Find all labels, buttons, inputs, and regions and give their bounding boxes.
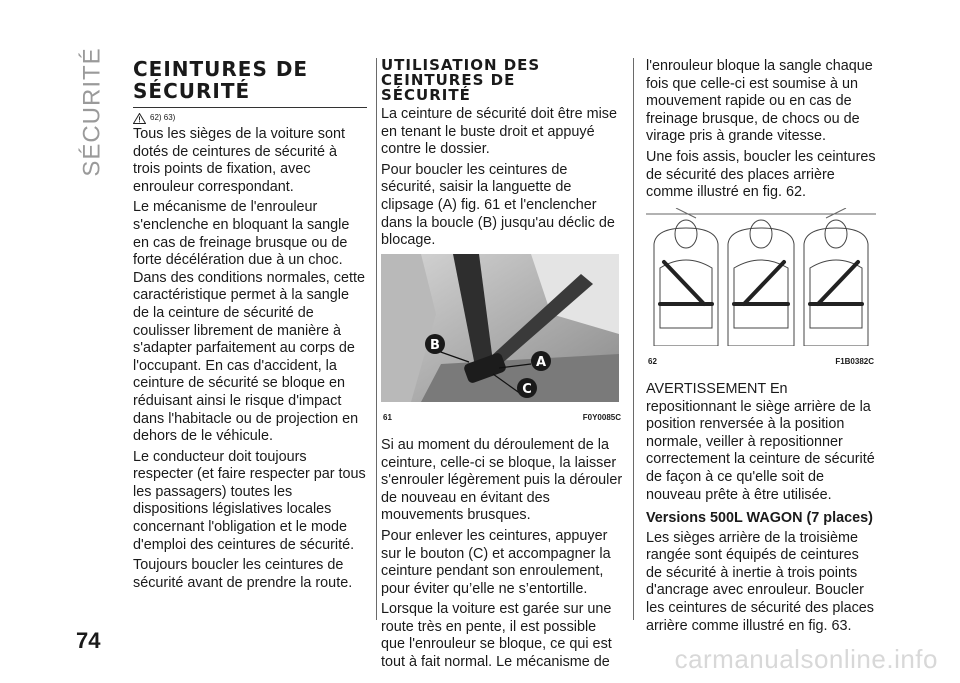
warning-refs <box>133 112 367 124</box>
paragraph: Les sièges arrière de la troisième rangée sont équipés de ceintures de sécurité à inertie à trois points d'ancrage avec enrouleur. Boucler les ceintures de sécurité des places arrière comme illustré en fig. 63. <box>646 529 874 634</box>
versions-subheading: Versions 500L WAGON (7 places) <box>646 510 873 527</box>
watermark: carmanualsonline.info <box>674 644 938 674</box>
column-1 <box>133 58 367 595</box>
subsection-title <box>381 58 623 103</box>
paragraph: Pour enlever les ceintures, appuyer sur le bouton (C) et accompagner la ceinture pendant son enroulement, pour éviter qu’elle ne s’entortille. <box>381 527 611 597</box>
paragraph: Lorsque la voiture est garée sur une route très en pente, il est possible que l'enrouleur se bloque, ce qui est tout à fait normal. Le mécanisme de <box>381 601 612 671</box>
subsection-title-line-3: SÉCURITÉ <box>381 86 471 104</box>
subsection-title-line-2: CEINTURES DE <box>381 71 516 89</box>
paragraph: Tous les sièges de la voiture sont dotés de ceintures de sécurité à trois points de fixation, avec enrouleur correspondant. <box>133 126 345 195</box>
section-side-tab-label: SÉCURITÉ <box>79 47 107 177</box>
column-2 <box>381 58 623 675</box>
subsection-title-line-1: UTILISATION DES <box>381 56 541 74</box>
section-title <box>133 58 367 102</box>
figure-61 <box>381 254 623 427</box>
figure-number: 61 <box>383 413 392 423</box>
figure-caption <box>381 407 623 427</box>
callout-c <box>517 378 537 398</box>
figure-number: 62 <box>648 357 657 367</box>
paragraph: l'enrouleur bloque la sangle chaque fois que celle-ci est soumise à un mouvement rapide ou en cas de freinage brusque, de chocs ou de virage pris à grande vitesse. <box>646 58 873 145</box>
seatbelt-buckle-illustration <box>381 254 619 402</box>
section-title-line-2: SÉCURITÉ <box>133 79 251 103</box>
title-rule <box>133 107 367 108</box>
callout-b <box>425 334 445 354</box>
paragraph: Pour boucler les ceintures de sécurité, saisir la languette de clipsage (A) fig. 61 et l'enclencher dans la boucle (B) jusqu'au déclic de blocage. <box>381 161 615 249</box>
svg-text:C: C <box>522 381 532 397</box>
figure-caption <box>646 351 876 371</box>
paragraph: La ceinture de sécurité doit être mise en tenant le buste droit et appuyé contre le dossier. <box>381 106 617 158</box>
paragraph: Le mécanisme de l'enrouleur s'enclenche en bloquant la sangle en cas de freinage brusque ou de forte décélération due à un choc. Dans des conditions normales, cette caractéristique permet à la sangle de la ceinture de sécurité de coulisser librement de manière à s'adapter parfaitement au corps de l'occupant. En cas d'accident, la ceinture de sécurité se bloque en réduisant ainsi le risque d'impact dans l'habitacle ou de projection en dehors de le véhicule. <box>133 199 365 445</box>
column-divider <box>633 58 634 620</box>
callout-a <box>531 351 551 371</box>
paragraph: Une fois assis, boucler les ceintures de sécurité des places arrière comme illustré en fig. 62. <box>646 148 876 201</box>
paragraph: Si au moment du déroulement de la ceinture, celle-ci se bloque, la laisser s'enrouler légèrement puis la dérouler de nouveau en évitant des mouvements brusques. <box>381 436 623 524</box>
rear-seats-belted-illustration <box>646 208 876 346</box>
figure-code: F0Y0085C <box>582 413 621 423</box>
column-divider <box>376 58 377 620</box>
section-side-tab <box>78 47 108 177</box>
paragraph: Le conducteur doit toujours respecter (et faire respecter par tous les passagers) toutes les dispositions législatives locales concernant l'obligation et le mode d'emploi des ceintures de sécurité. <box>133 448 366 553</box>
page-number: 74 <box>76 628 101 653</box>
column-3 <box>646 58 876 638</box>
warning-refs-text: 62) 63) <box>150 113 176 123</box>
svg-text:A: A <box>535 354 547 370</box>
paragraph: AVERTISSEMENT En repositionnant le siège arrière de la position renversée à la position normale, veiller à repositionner correctement la ceinture de sécurité de façon à ce qu'elle soit de nouveau prête à être utilisée. <box>646 380 875 503</box>
figure-code: F1B0382C <box>835 357 874 367</box>
section-title-line-1: CEINTURES DE <box>133 57 309 81</box>
warning-triangle-icon <box>133 113 146 124</box>
svg-text:B: B <box>430 337 440 353</box>
figure-62 <box>646 208 876 371</box>
paragraph: Toujours boucler les ceintures de sécurité avant de prendre la route. <box>133 557 353 591</box>
